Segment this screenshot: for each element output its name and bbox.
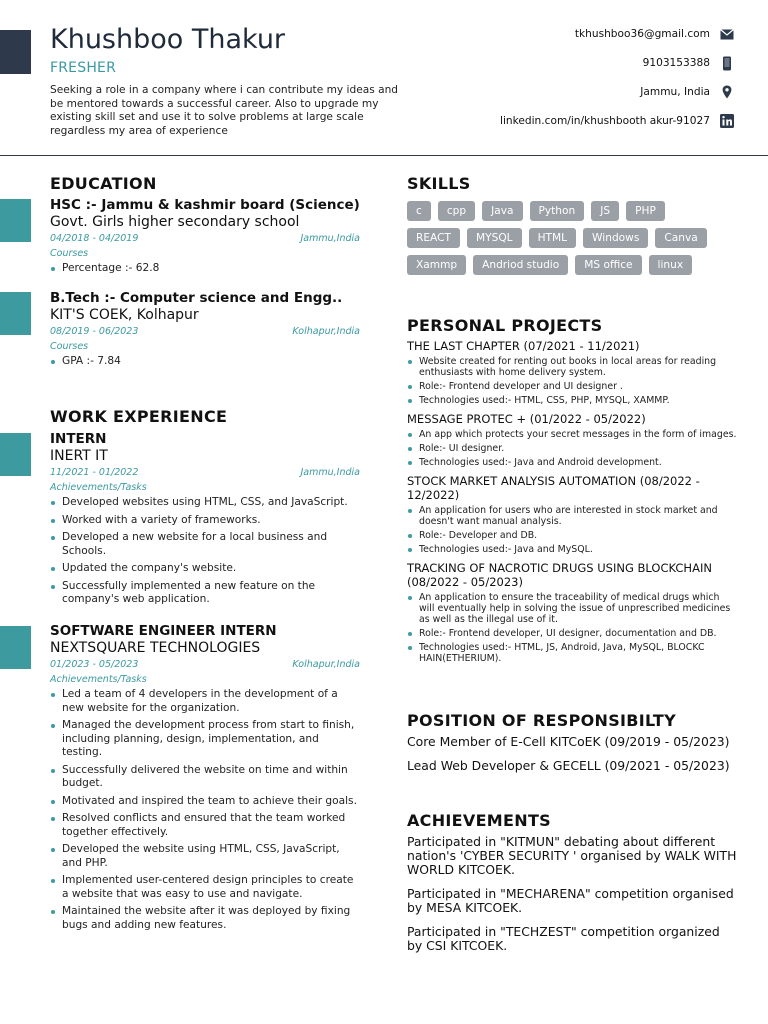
linkedin-icon	[720, 114, 734, 128]
skill-chip: MS office	[575, 255, 641, 275]
education-degree: B.Tech :- Computer science and Engg..	[50, 290, 343, 306]
work-company: NEXTSQUARE TECHNOLOGIES	[50, 640, 261, 656]
project-bullets	[407, 356, 737, 406]
envelope-icon	[720, 27, 734, 41]
list-item: Website created for renting out books in local areas for reading enthusiasts with home delivery system.	[407, 356, 737, 378]
list-item: Developed the website using HTML, CSS, JavaScript, and PHP.	[50, 843, 360, 870]
education-location: Jammu,India	[300, 233, 360, 244]
skill-chip: linux	[649, 255, 693, 275]
education-entry	[50, 197, 360, 280]
list-item: GPA :- 7.84	[50, 355, 360, 369]
positions-list	[407, 735, 737, 783]
education-bullets	[50, 355, 360, 369]
work-entry	[50, 623, 360, 936]
work-role: SOFTWARE ENGINEER INTERN	[50, 623, 277, 639]
contact-location	[414, 83, 734, 101]
skill-chip: Windows	[583, 228, 648, 248]
skill-chip: JS	[591, 201, 619, 221]
list-item: Worked with a variety of frameworks.	[50, 514, 360, 528]
achievement-item: Participated in "KITMUN" debating about different nation's 'CYBER SECURITY ' organised by WALK WITH WORLD KITCOEK.	[407, 834, 737, 877]
contact-phone-text: 9103153388	[642, 57, 710, 69]
list-item: Successfully implemented a new feature on the company's web application.	[50, 580, 360, 607]
skill-chip: cpp	[438, 201, 475, 221]
work-role: INTERN	[50, 431, 107, 447]
courses-label: Courses	[50, 341, 89, 352]
list-item: Resolved conflicts and ensured that the team worked together effectively.	[50, 812, 360, 839]
list-item: Role:- UI designer.	[407, 443, 737, 454]
work-experience-heading: WORK EXPERIENCE	[50, 407, 228, 426]
location-pin-icon	[720, 85, 734, 99]
achievement-item: Participated in "TECHZEST" competition organized by CSI KITCOEK.	[407, 924, 720, 953]
list-item: Role:- Frontend developer, UI designer, documentation and DB.	[407, 628, 737, 639]
skill-chip: Java	[482, 201, 522, 221]
skill-chip: Canva	[655, 228, 706, 248]
list-item: An app which protects your secret messages in the form of images.	[407, 429, 737, 440]
position-item: Lead Web Developer & GECELL (09/2021 - 05/2023)	[407, 758, 730, 773]
list-item: Developed websites using HTML, CSS, and JavaScript.	[50, 496, 360, 510]
education-marker	[0, 199, 31, 242]
contact-phone[interactable]	[414, 54, 734, 72]
work-location: Kolhapur,India	[292, 659, 360, 670]
skills-list	[407, 201, 727, 282]
education-marker	[0, 292, 31, 335]
candidate-role: FRESHER	[50, 60, 117, 76]
list-item: Role:- Frontend developer and UI designer .	[407, 381, 737, 392]
education-school: Govt. Girls higher secondary school	[50, 214, 300, 230]
phone-icon	[720, 56, 734, 70]
work-bullets	[50, 688, 360, 932]
profile-summary: Seeking a role in a company where i can contribute my ideas and be mentored towards a successful career. Also to upgrade my existing skill set and use it to solve problems at large scale regardless my area of experience	[50, 84, 399, 137]
skill-chip: PHP	[626, 201, 665, 221]
achievements-label: Achievements/Tasks	[50, 482, 147, 493]
work-location: Jammu,India	[300, 467, 360, 478]
position-item: Core Member of E-Cell KITCoEK (09/2019 - 05/2023)	[407, 734, 730, 749]
list-item: An application for users who are interested in stock market and doesn't want manual analysis.	[407, 505, 737, 527]
list-item: Successfully delivered the website on time and within budget.	[50, 764, 360, 791]
work-company: INERT IT	[50, 448, 108, 464]
list-item: Technologies used:- Java and MySQL.	[407, 544, 737, 555]
skill-chip: MYSQL	[467, 228, 522, 248]
work-dates: 01/2023 - 05/2023	[50, 659, 139, 670]
skill-chip: HTML	[529, 228, 576, 248]
skill-chip: c	[407, 201, 431, 221]
education-degree: HSC :- Jammu & kashmir board (Science)	[50, 197, 360, 213]
education-entry	[50, 290, 360, 373]
skills-heading: SKILLS	[407, 174, 471, 193]
project-entry	[407, 561, 737, 664]
projects-list	[407, 339, 737, 670]
project-title: STOCK MARKET ANALYSIS AUTOMATION (08/2022 - 12/2022)	[407, 474, 700, 502]
list-item: An application to ensure the traceability of medical drugs which will eventually help in solving the issue of unprescribed medicines as well as the illegal use of it.	[407, 592, 737, 625]
project-bullets	[407, 429, 737, 468]
list-item: Technologies used:- Java and Android development.	[407, 457, 737, 468]
education-meta	[50, 233, 360, 244]
project-title: TRACKING OF NACROTIC DRUGS USING BLOCKCHAIN (08/2022 - 05/2023)	[407, 561, 712, 589]
skill-chip: Python	[530, 201, 585, 221]
contact-linkedin-text: linkedin.com/in/khushbooth akur-91027	[500, 115, 710, 127]
list-item: Implemented user-centered design principles to create a website that was easy to use and navigate.	[50, 874, 360, 901]
header-accent-bar	[0, 30, 31, 74]
candidate-name: Khushboo Thakur	[50, 24, 286, 55]
header-divider	[0, 155, 768, 156]
project-entry	[407, 339, 737, 406]
skill-chip: REACT	[407, 228, 460, 248]
education-dates: 04/2018 - 04/2019	[50, 233, 139, 244]
education-dates: 08/2019 - 06/2023	[50, 326, 139, 337]
education-meta	[50, 326, 360, 337]
list-item: Motivated and inspired the team to achieve their goals.	[50, 795, 360, 809]
achievements-label: Achievements/Tasks	[50, 674, 147, 685]
project-bullets	[407, 592, 737, 664]
list-item: Updated the company's website.	[50, 562, 360, 576]
list-item: Maintained the website after it was deployed by fixing bugs and adding new features.	[50, 905, 360, 932]
work-marker	[0, 433, 31, 476]
achievements-heading: ACHIEVEMENTS	[407, 811, 551, 830]
project-title: THE LAST CHAPTER (07/2021 - 11/2021)	[407, 339, 640, 353]
achievement-item: Participated in "MECHARENA" competition organised by MESA KITCOEK.	[407, 886, 734, 915]
list-item: Technologies used:- HTML, CSS, PHP, MYSQL, XAMMP.	[407, 395, 737, 406]
contact-email-text: tkhushboo36@gmail.com	[574, 28, 710, 40]
list-item: Led a team of 4 developers in the development of a new website for the organization.	[50, 688, 360, 715]
project-title: MESSAGE PROTEC + (01/2022 - 05/2022)	[407, 412, 646, 426]
list-item: Technologies used:- HTML, JS, Android, Java, MySQL, BLOCKC HAIN(ETHERIUM).	[407, 642, 737, 664]
list-item: Managed the development process from start to finish, including planning, design, implementation, and testing.	[50, 719, 360, 760]
project-bullets	[407, 505, 737, 555]
achievements-list	[407, 835, 737, 963]
list-item: Developed a new website for a local business and Schools.	[50, 531, 360, 558]
education-school: KIT'S COEK, Kolhapur	[50, 307, 199, 323]
work-marker	[0, 626, 31, 669]
work-dates: 11/2021 - 01/2022	[50, 467, 139, 478]
projects-heading: PERSONAL PROJECTS	[407, 316, 603, 335]
list-item: Percentage :- 62.8	[50, 262, 360, 276]
courses-label: Courses	[50, 248, 89, 259]
work-meta	[50, 467, 360, 478]
project-entry	[407, 474, 737, 555]
education-heading: EDUCATION	[50, 174, 157, 193]
contact-email[interactable]	[414, 25, 734, 43]
project-entry	[407, 412, 737, 468]
work-bullets	[50, 496, 360, 607]
skill-chip: Andriod studio	[473, 255, 568, 275]
skill-chip: Xammp	[407, 255, 466, 275]
work-meta	[50, 659, 360, 670]
contact-location-text: Jammu, India	[640, 86, 710, 98]
list-item: Role:- Developer and DB.	[407, 530, 737, 541]
education-location: Kolhapur,India	[292, 326, 360, 337]
education-bullets	[50, 262, 360, 276]
work-entry	[50, 431, 360, 611]
positions-heading: POSITION OF RESPONSIBILTY	[407, 711, 676, 730]
contact-linkedin[interactable]	[414, 112, 734, 130]
